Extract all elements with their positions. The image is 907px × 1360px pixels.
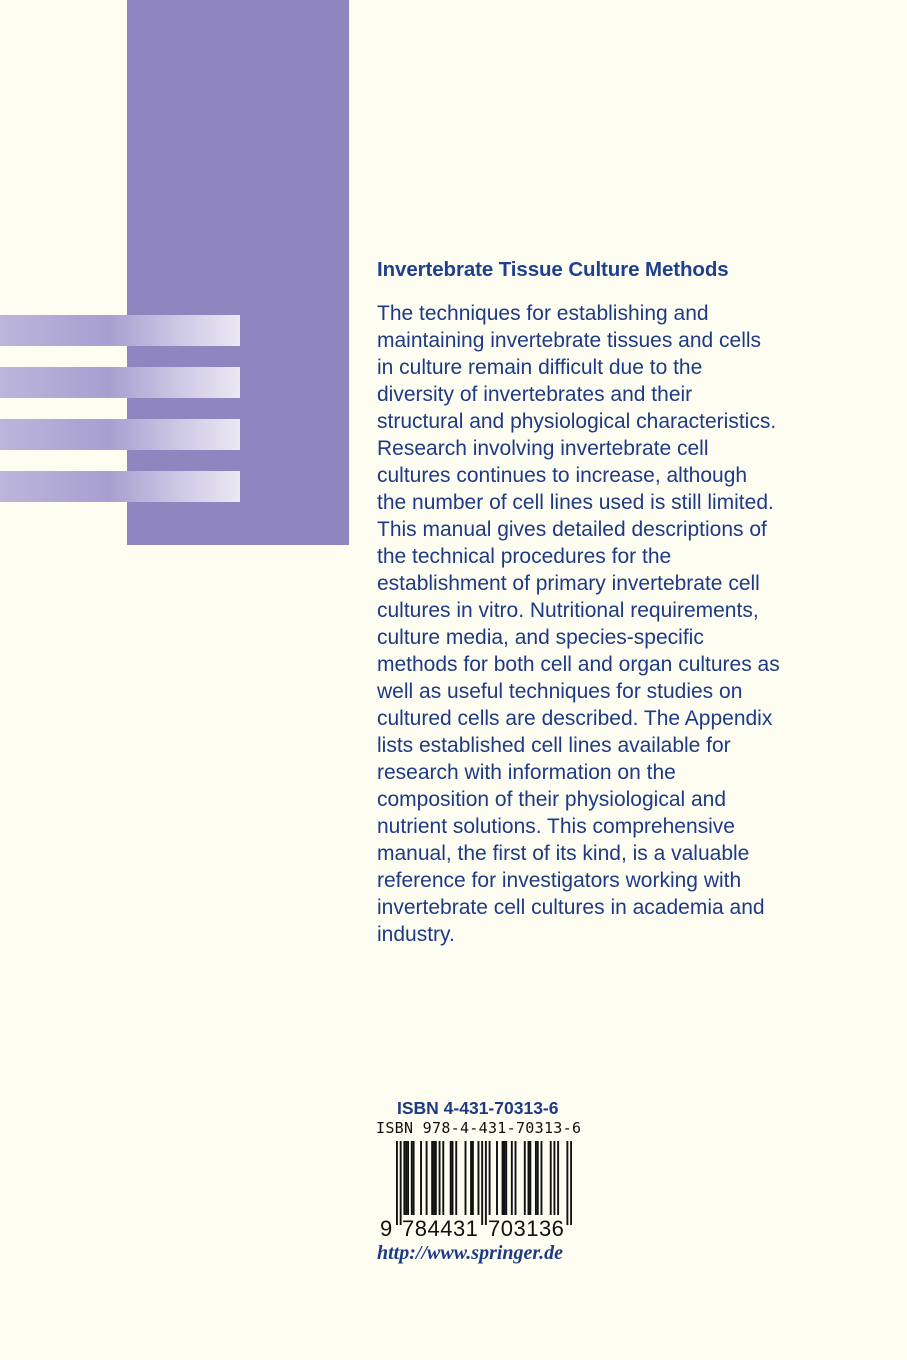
barcode-bar [553, 1141, 555, 1215]
description-line: research with information on the [377, 761, 676, 784]
ean-right-group: 703136 [488, 1216, 565, 1241]
description-line: maintaining invertebrate tissues and cells [377, 329, 762, 352]
description-line: establishment of primary invertebrate cell [377, 572, 760, 595]
barcode-bar [455, 1141, 457, 1215]
barcode-bar [524, 1141, 526, 1215]
barcode-bar [439, 1141, 441, 1215]
description-line: Research involving invertebrate cell [377, 437, 709, 460]
publisher-url[interactable]: http://www.springer.de [377, 1242, 563, 1264]
description-line: culture media, and species-specific [377, 626, 704, 649]
barcode-bar [470, 1141, 472, 1215]
barcode-bar [541, 1141, 543, 1215]
ean-barcode [396, 1141, 572, 1225]
barcode-bar [570, 1141, 572, 1225]
barcode-bar [450, 1141, 452, 1215]
description-line: cultures in vitro. Nutritional requirements, [377, 599, 759, 622]
description-line: reference for investigators working with [377, 869, 742, 892]
barcode-bar [433, 1141, 435, 1215]
description-line: This manual gives detailed descriptions of [377, 518, 767, 541]
barcode-bar [503, 1141, 505, 1215]
decorative-stripe-2 [0, 367, 240, 398]
description-line: the technical procedures for the [377, 545, 672, 568]
description-line: industry. [377, 923, 455, 946]
barcode-bar [420, 1141, 422, 1215]
barcode-bar [400, 1141, 402, 1225]
barcode-bar [502, 1141, 504, 1215]
isbn-13-label: ISBN 978-4-431-70313-6 [376, 1119, 582, 1137]
barcode-bar [566, 1141, 568, 1225]
barcode-bar [515, 1141, 517, 1215]
barcode-bar [496, 1141, 498, 1215]
barcode-bar [535, 1141, 537, 1215]
barcode-bar [472, 1141, 474, 1215]
barcode-bar [485, 1141, 487, 1225]
barcode-bar [478, 1141, 480, 1215]
barcode-bar [405, 1141, 407, 1215]
description-line: cultures continues to increase, although [377, 464, 748, 487]
description-line: methods for both cell and organ cultures as [377, 653, 780, 676]
barcode-bar [452, 1141, 454, 1215]
decorative-stripe-4 [0, 471, 240, 502]
barcode-bar [431, 1141, 433, 1215]
barcode-bar [442, 1141, 444, 1215]
barcode-bar [511, 1141, 513, 1215]
barcode-bar [489, 1141, 491, 1215]
decorative-stripe-1 [0, 315, 240, 346]
barcode-block [376, 1119, 600, 1243]
barcode-bar [528, 1141, 530, 1215]
book-title: Invertebrate Tissue Culture Methods [377, 258, 729, 281]
barcode-bar [550, 1141, 552, 1215]
book-description [377, 300, 877, 948]
description-line: structural and physiological characteristics. [377, 410, 777, 433]
description-line: lists established cell lines available for [377, 734, 731, 757]
barcode-bar [426, 1141, 428, 1215]
barcode-bar [537, 1141, 539, 1215]
barcode-bar [529, 1141, 531, 1215]
description-line: manual, the first of its kind, is a valuable [377, 842, 750, 865]
decorative-stripe-3 [0, 419, 240, 450]
description-line: composition of their physiological and [377, 788, 727, 811]
barcode-bar [435, 1141, 437, 1215]
description-line: nutrient solutions. This comprehensive [377, 815, 735, 838]
description-line: the number of cell lines used is still limited. [377, 491, 774, 514]
description-line: The techniques for establishing and [377, 302, 709, 325]
barcode-bar [505, 1141, 507, 1215]
description-line: in culture remain difficult due to the [377, 356, 703, 379]
description-line: diversity of invertebrates and their [377, 383, 693, 406]
barcode-bar [413, 1141, 415, 1215]
barcode-bar [411, 1141, 413, 1215]
ean-left-group: 784431 [402, 1216, 479, 1241]
barcode-bar [407, 1141, 409, 1215]
purple-block-graphic [127, 0, 349, 545]
barcode-bar [403, 1141, 405, 1215]
description-line: invertebrate cell cultures in academia and [377, 896, 765, 919]
barcode-bar [465, 1141, 467, 1215]
barcode-bar [396, 1141, 398, 1225]
description-line: well as useful techniques for studies on [377, 680, 743, 703]
description-line: cultured cells are described. The Appendix [377, 707, 773, 730]
barcode-bar [557, 1141, 559, 1215]
isbn-10-label: ISBN 4-431-70313-6 [397, 1098, 559, 1118]
ean-lead-digit: 9 [380, 1216, 393, 1241]
barcode-bar [481, 1141, 483, 1225]
